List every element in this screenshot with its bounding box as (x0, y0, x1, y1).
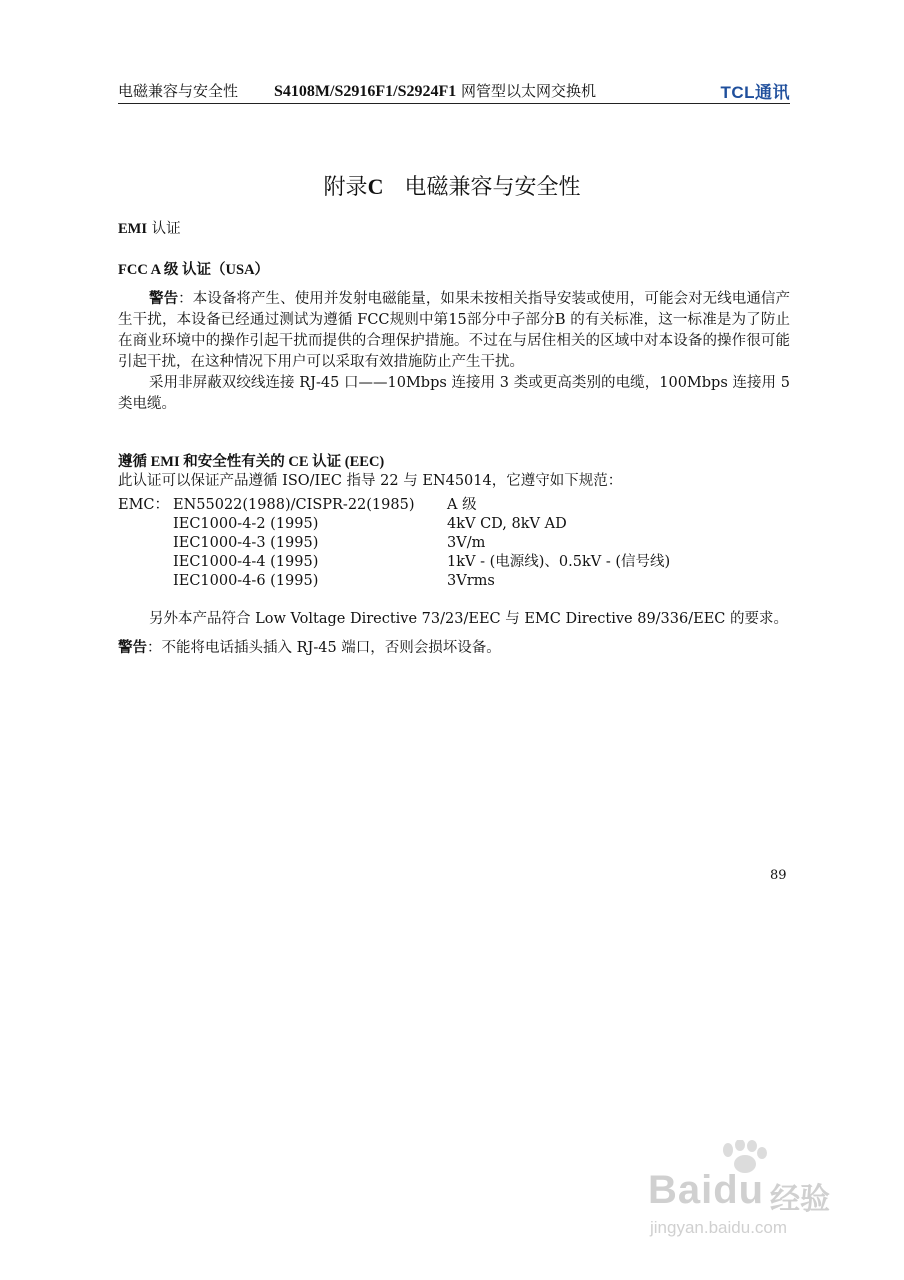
emi-heading-rest: 认证 (147, 221, 181, 237)
emc-label: EMC： (118, 497, 170, 513)
emc-value: 1kV - (电源线)、0.5kV - (信号线) (447, 554, 671, 570)
emi-heading-bold: EMI (118, 221, 147, 237)
fcc-warning-text: ：本设备将产生、使用并发射电磁能量，如果未按相关指导安装或使用，可能会对无线电通信产生干扰，本设备已经通过测试为遵循 FCC规则中第15部分中子部分B 的有关标准，这一标准是为了防止在商业环境中的操作引起干扰而提供的合理保护措施。不过在与居住相关的区域中对本设备的操作很可能引起干扰，在这种情况下用户可以采取有效措施防止产生干扰。 (118, 291, 790, 370)
page-header (118, 78, 790, 104)
emc-row (118, 553, 790, 572)
tcl-logo: TCL通讯 (720, 83, 790, 102)
title-prefix: 附录 (323, 175, 368, 200)
directive-paragraph (118, 609, 790, 630)
watermark-suffix: 经验 (770, 1182, 830, 1217)
header-model: S4108M/S2916F1/S2924F1 (274, 83, 457, 100)
emc-row (118, 496, 790, 515)
emc-standard: IEC1000-4-3 (1995) (173, 535, 319, 551)
fcc-heading-rest: 级 认证（USA） (160, 262, 270, 278)
emc-row (118, 534, 790, 553)
page-title (0, 170, 904, 201)
emc-standard: EN55022(1988)/CISPR-22(1985) (173, 497, 415, 513)
emc-value: 3V/m (447, 535, 486, 551)
final-warning-text: ：不能将电话插头插入 RJ-45 端口，否则会损坏设备。 (147, 640, 501, 656)
title-text: 电磁兼容与安全性 (404, 175, 581, 200)
header-divider (118, 103, 790, 104)
emc-row (118, 572, 790, 591)
fcc-heading (118, 260, 790, 281)
emc-row (118, 515, 790, 534)
emc-standards-list (118, 496, 790, 591)
baidu-watermark (640, 1140, 850, 1240)
page-number: 89 (770, 868, 787, 883)
watermark-url: jingyan.baidu.com (650, 1218, 788, 1237)
final-warning (118, 638, 790, 659)
fcc-heading-bold: FCC A (118, 262, 161, 278)
final-warning-label: 警告 (118, 640, 147, 656)
header-product-title (274, 80, 596, 101)
fcc-warning-paragraph (118, 289, 790, 415)
fcc-warning-label: 警告 (149, 291, 179, 307)
watermark-brand: Baidu (648, 1168, 765, 1212)
ce-heading: 遵循 EMI 和安全性有关的 CE 认证 (EEC) (118, 454, 385, 470)
emc-standard: IEC1000-4-2 (1995) (173, 516, 319, 532)
header-section-title: 电磁兼容与安全性 (118, 82, 239, 100)
emc-value: 3Vrms (447, 573, 495, 589)
fcc-cable-paragraph: 采用非屏蔽双绞线连接 RJ-45 口——10Mbps 连接用 3 类或更高类别的电缆，100Mbps 连接用 5 类电缆。 (118, 375, 790, 412)
title-letter: C (367, 174, 384, 199)
emc-value: A 级 (447, 497, 477, 513)
header-product: 网管型以太网交换机 (456, 82, 597, 100)
emi-heading (118, 219, 790, 240)
ce-section (118, 453, 790, 491)
emc-standard: IEC1000-4-4 (1995) (173, 554, 319, 570)
directive-text: 另外本产品符合 Low Voltage Directive 73/23/EEC 与 EMC Directive 89/336/EEC 的要求。 (149, 611, 788, 627)
ce-intro: 此认证可以保证产品遵循 ISO/IEC 指导 22 与 EN45014，它遵守如下规范： (118, 473, 623, 489)
emc-standard: IEC1000-4-6 (1995) (173, 573, 319, 589)
emc-value: 4kV CD, 8kV AD (447, 516, 567, 532)
